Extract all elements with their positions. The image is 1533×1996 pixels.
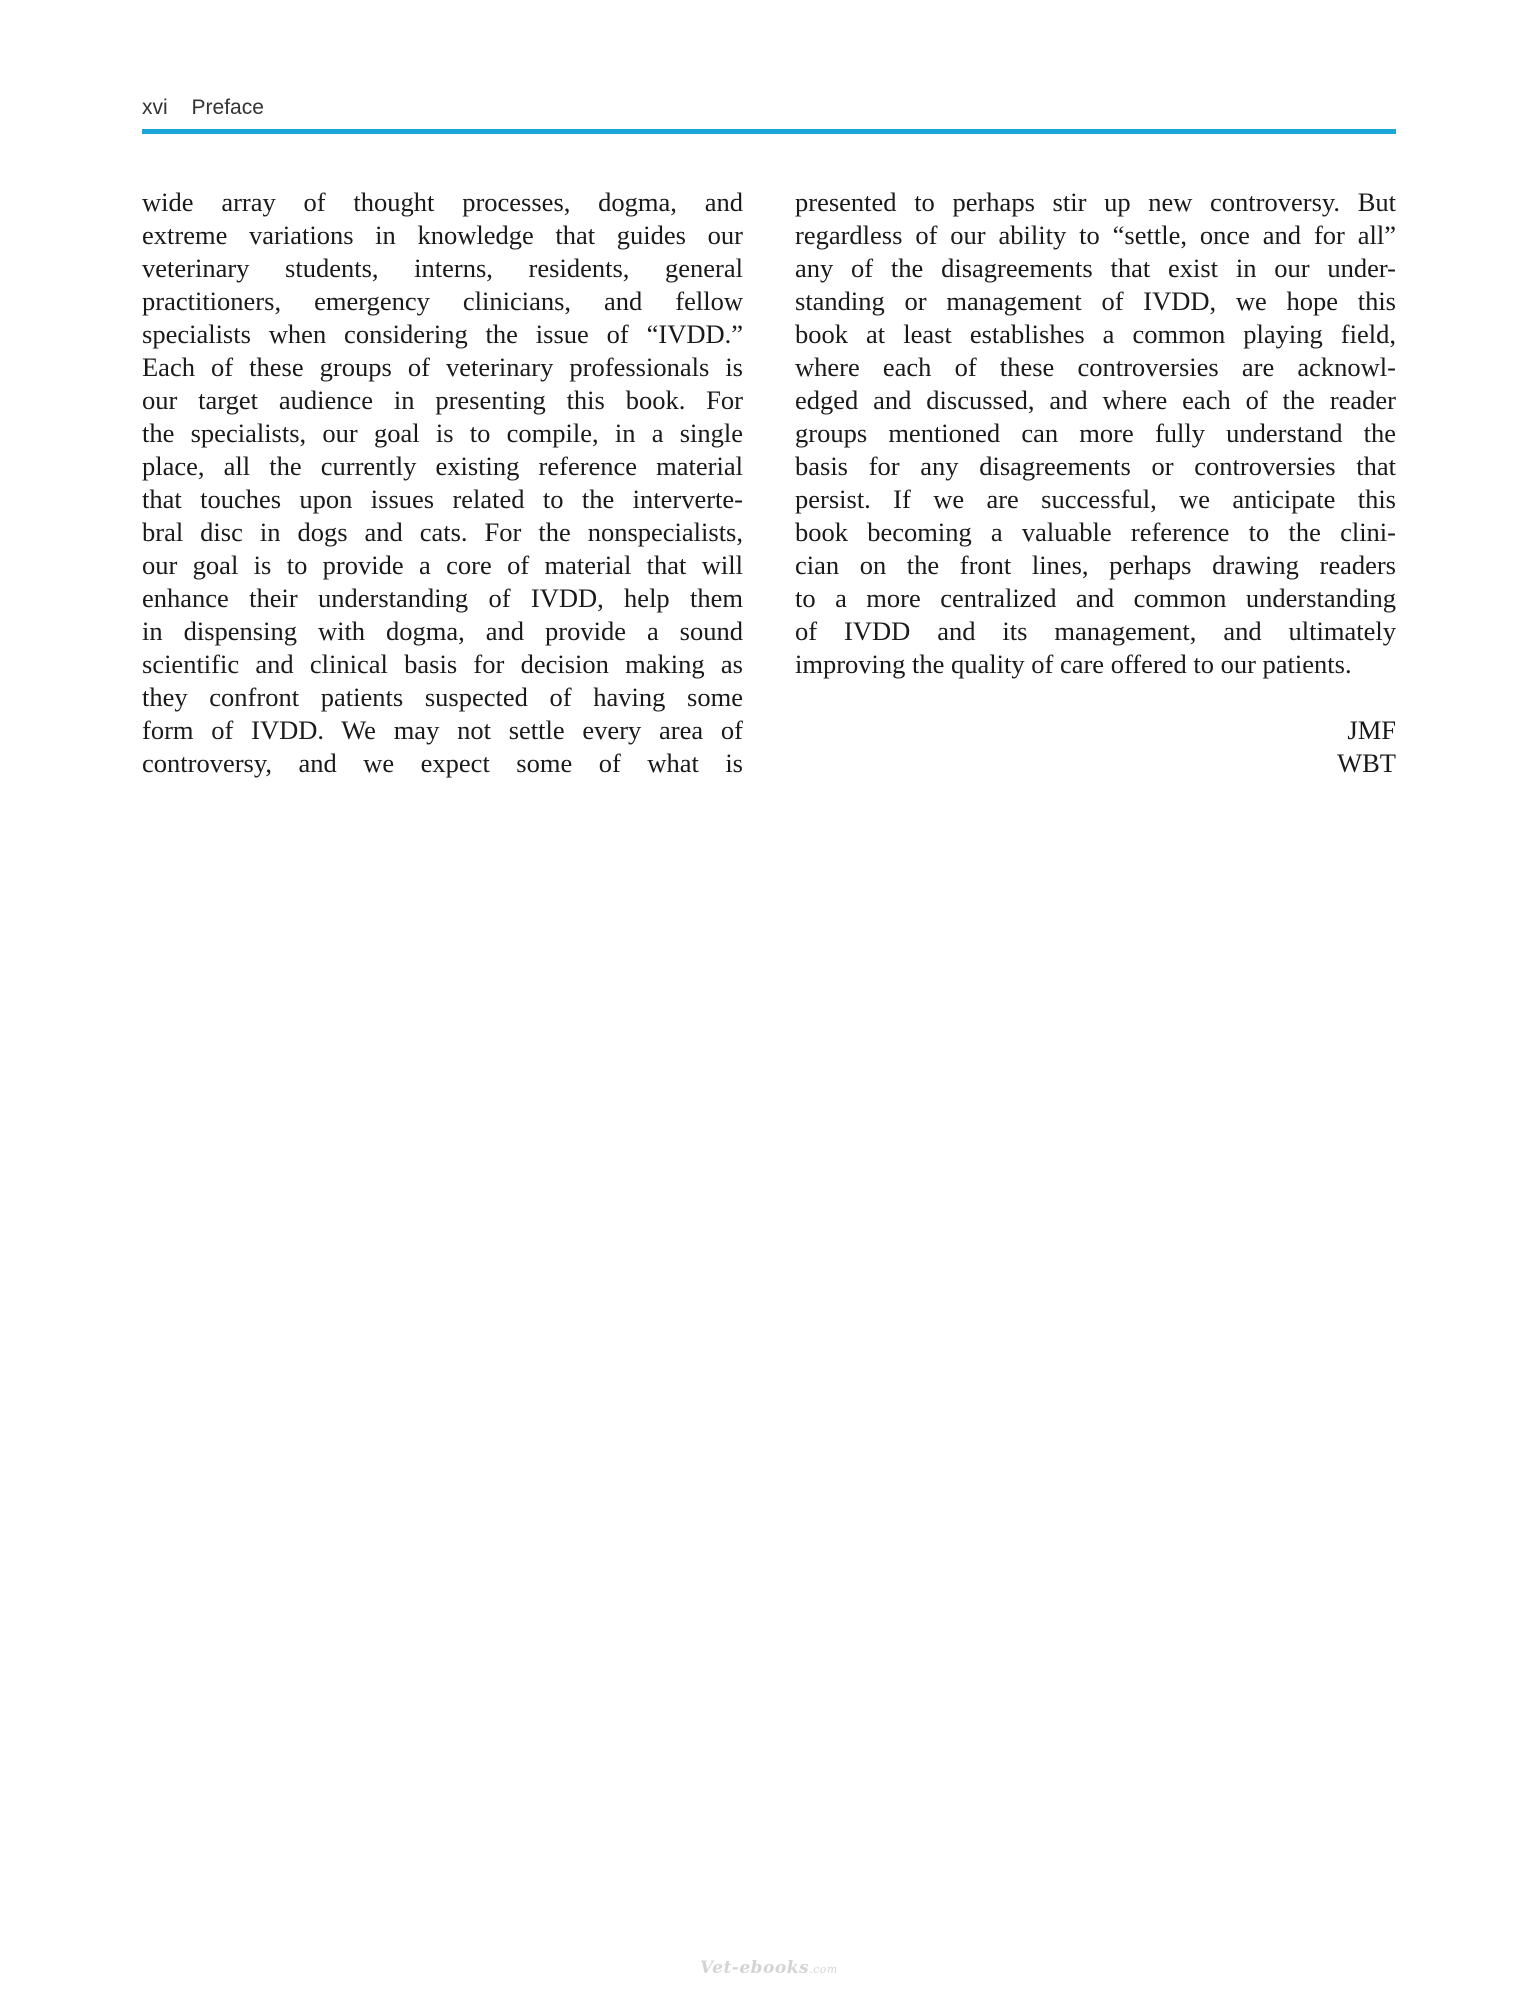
watermark-text: Vet-ebooks bbox=[700, 1958, 810, 1978]
text-line: standing or management of IVDD, we hope this bbox=[795, 286, 1396, 316]
signature-initials: WBT bbox=[1337, 748, 1396, 778]
text-line: they confront patients suspected of having some bbox=[142, 682, 743, 712]
text-line: any of the disagreements that exist in our under- bbox=[795, 253, 1396, 283]
right-column bbox=[795, 186, 1396, 681]
text-line: that touches upon issues related to the interverte- bbox=[142, 484, 743, 514]
text-line: groups mentioned can more fully understand the bbox=[795, 418, 1396, 448]
text-line: in dispensing with dogma, and provide a sound bbox=[142, 616, 743, 646]
text-line: basis for any disagreements or controversies that bbox=[795, 451, 1396, 481]
text-line: book becoming a valuable reference to the clini- bbox=[795, 517, 1396, 547]
watermark bbox=[700, 1958, 838, 1978]
text-line: wide array of thought processes, dogma, and bbox=[142, 187, 743, 217]
text-line: presented to perhaps stir up new controversy. But bbox=[795, 187, 1396, 217]
text-line: practitioners, emergency clinicians, and fellow bbox=[142, 286, 743, 316]
text-line: our goal is to provide a core of material that will bbox=[142, 550, 743, 580]
watermark-suffix: .com bbox=[809, 1963, 838, 1976]
text-line: extreme variations in knowledge that guides our bbox=[142, 220, 743, 250]
text-line: enhance their understanding of IVDD, help them bbox=[142, 583, 743, 613]
text-line: scientific and clinical basis for decision making as bbox=[142, 649, 743, 679]
text-line: the specialists, our goal is to compile, in a single bbox=[142, 418, 743, 448]
text-line: of IVDD and its management, and ultimately bbox=[795, 616, 1396, 646]
text-line: where each of these controversies are acknowl- bbox=[795, 352, 1396, 382]
text-line: regardless of our ability to “settle, once and for all” bbox=[795, 220, 1396, 250]
signature-initials: JMF bbox=[1347, 715, 1396, 745]
text-line: bral disc in dogs and cats. For the nonspecialists, bbox=[142, 517, 743, 547]
text-line: controversy, and we expect some of what is bbox=[142, 748, 743, 778]
text-line: veterinary students, interns, residents, general bbox=[142, 253, 743, 283]
text-line: to a more centralized and common understanding bbox=[795, 583, 1396, 613]
signatures bbox=[795, 714, 1396, 780]
header-rule bbox=[142, 129, 1396, 134]
page-number: xvi bbox=[142, 96, 168, 119]
section-title: Preface bbox=[191, 96, 264, 119]
text-line: specialists when considering the issue of “IVDD.” bbox=[142, 319, 743, 349]
text-line: form of IVDD. We may not settle every area of bbox=[142, 715, 743, 745]
running-head bbox=[142, 96, 264, 120]
text-line: edged and discussed, and where each of the reader bbox=[795, 385, 1396, 415]
text-line: persist. If we are successful, we anticipate this bbox=[795, 484, 1396, 514]
text-line: book at least establishes a common playing field, bbox=[795, 319, 1396, 349]
text-line: our target audience in presenting this book. For bbox=[142, 385, 743, 415]
text-line: improving the quality of care offered to our patients. bbox=[795, 649, 1352, 679]
text-line: place, all the currently existing reference material bbox=[142, 451, 743, 481]
left-column bbox=[142, 186, 743, 780]
text-line: Each of these groups of veterinary professionals is bbox=[142, 352, 743, 382]
text-line: cian on the front lines, perhaps drawing readers bbox=[795, 550, 1396, 580]
